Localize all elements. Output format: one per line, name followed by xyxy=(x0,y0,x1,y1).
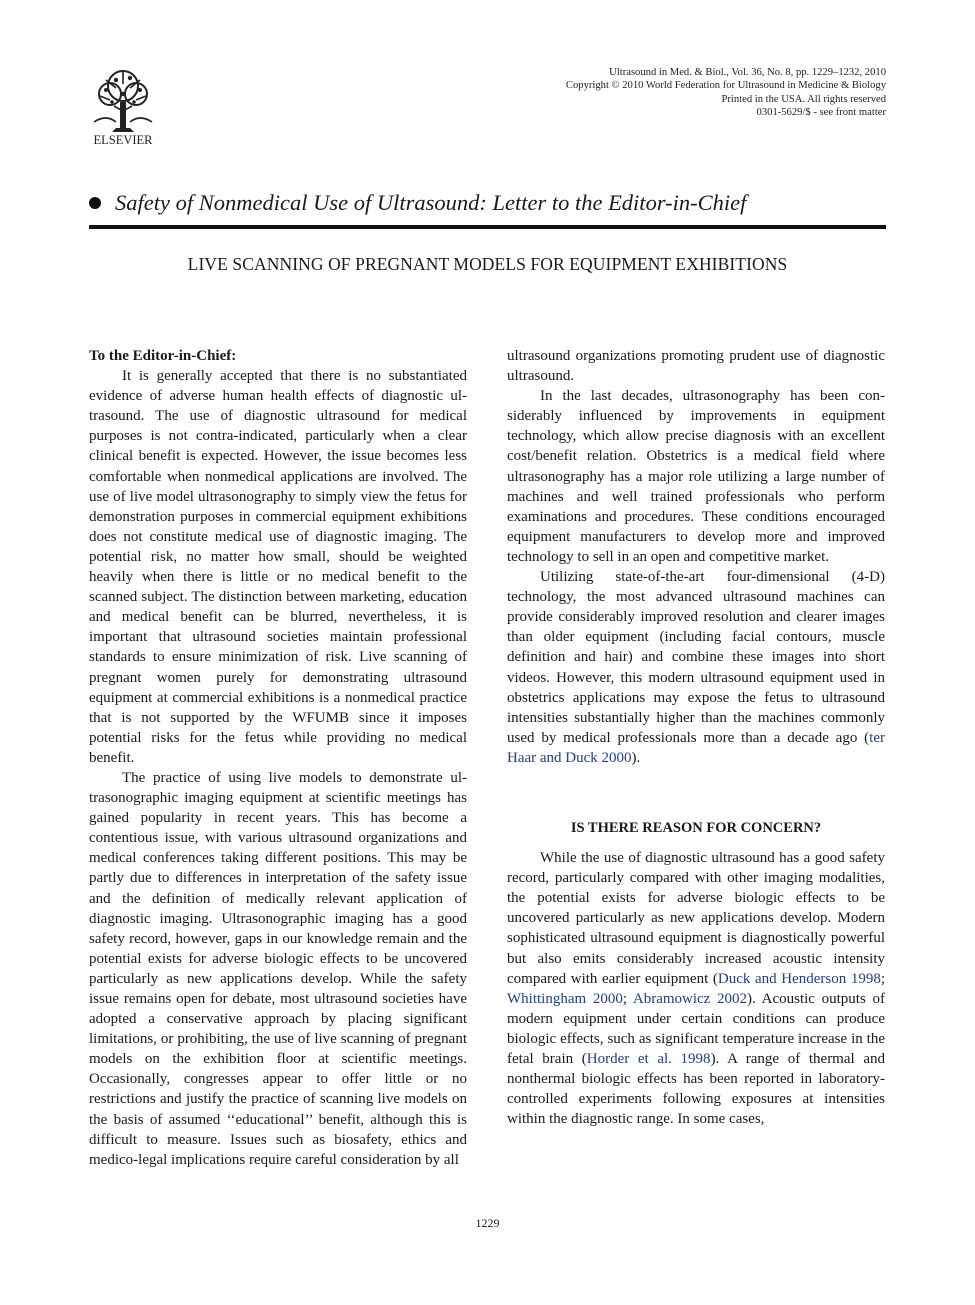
paragraph-text: ; xyxy=(622,990,633,1007)
section-heading: IS THERE REASON FOR CONCERN? xyxy=(570,819,822,836)
journal-line: Ultrasound in Med. & Biol., Vol. 36, No. 8, pp. 1229–1232, 2010 xyxy=(609,67,886,78)
paragraph xyxy=(507,848,885,1129)
paragraph-text: ; xyxy=(880,970,885,987)
header-rule xyxy=(89,225,886,229)
elsevier-logo xyxy=(86,66,160,146)
citation-link[interactable]: Whittingham 2000 xyxy=(507,990,623,1007)
paragraph: ultrasound organizations promoting prudent use of diagnostic ultrasound. xyxy=(507,348,885,385)
paragraph-text: While the use of diagnostic ultrasound has a good safety record, particularly compared with other imaging modalities, the potential exists for adverse biologic effects to be uncovered particularly as new applications develop. Modern sophisticated ultrasound equipment is diagnostically powerful but also emits considerably increased acoustic intensity compared with earlier equipment ( xyxy=(507,850,885,987)
issn-line: 0301-5629/$ - see front matter xyxy=(756,107,886,119)
citation-link[interactable]: Horder et al. 1998 xyxy=(586,1051,711,1067)
citation-link[interactable]: Abramowicz 2002 xyxy=(632,990,748,1007)
logo-wordmark: ELSEVIER xyxy=(93,133,153,146)
series-header xyxy=(89,190,886,216)
paragraph xyxy=(507,567,885,768)
paragraph: It is generally accepted that there is no substantiated evidence of adverse human health effects of diagnostic ultrasound. The use of diagnostic ultrasound for medical purposes is not contra-indicated, particularly when a clear clinical benefit is expected. However, the issue becomes less comfortable when nonmedical applications are involved. The use of live model ultrasonography to simply view the fetus for demonstration purposes in commercial equipment exhibitions does not constitute medical use of diagnostic imaging. The potential risk, no matter how small, should be weighted heavily when there is little or no medical benefit to the scanned subject. The distinction between marketing, education and medical benefit can be blurred, nevertheless, it is important that ultrasound societies maintain professional standards to ensure minimization of risk. Live scanning of pregnant women purely for demonstrating ultrasound equipment at commercial exhibitions is a nonmedical practice that is not supported by the WFUMB since it imposes potential risks for the fetus while providing no medical benefit. xyxy=(89,368,467,766)
paragraph-text: ). xyxy=(631,749,641,766)
bullet-icon xyxy=(89,197,101,209)
copyright-line: Copyright © 2010 World Federation for Ultrasound in Medicine & Biology xyxy=(565,80,886,92)
paragraph: In the last decades, ultrasonography has been considerably influenced by improvements in equipment technology, which allow precise diagnosis with an excellent cost/benefit relation. Obstetrics is a medical field where ultrasonography has a major role utilizing a large number of machines and well trained professionals who perform examinations and procedures. These conditions encouraged equipment manufacturers to develop more and improved technology to sell in an open and competitive market. xyxy=(507,388,885,565)
page-number: 1229 xyxy=(475,1216,500,1230)
article-title: LIVE SCANNING OF PREGNANT MODELS FOR EQUIPMENT EXHIBITIONS xyxy=(187,254,788,274)
paragraph-text: ). A range of thermal and nonthermal biologic effects has been reported in laboratory-controlled experiments following exposures at intensities within the diagnostic range. In some cases, xyxy=(507,1051,885,1128)
citation-link[interactable]: ter Haar and Duck 2000 xyxy=(507,729,885,766)
paragraph-text: Utilizing state-of-the-art four-dimensional (4-D) technology, the most advanced ultrasound machines can provide considerably improved resolution and clearer images than older equipment (including facial contours, muscle definition and hair) and combine these images into short videos. However, this modern ultrasound equipment used in obstetrics applications may expose the fetus to ultrasound intensities substantially higher than the machines commonly used by medical professionals more than a decade ago ( xyxy=(507,569,885,746)
citation-link[interactable]: Duck and Henderson 1998 xyxy=(717,970,881,987)
journal-citation-block xyxy=(566,66,886,120)
tree-emblem-icon xyxy=(94,71,152,132)
printed-line: Printed in the USA. All rights reserved xyxy=(721,93,886,105)
salutation: To the Editor-in-Chief: xyxy=(89,348,237,364)
paragraph: The practice of using live models to demonstrate ultrasonographic imaging equipment at scientific meetings has gained popularity in recent years. This has become a contentious issue, with various ultrasound organizations and medical conferences taking different positions. This may be partly due to differences in interpretation of the safety issue and the definition of medically relevant application of diagnostic imaging. Ultrasonographic imaging has a good safety record, however, gaps in our knowledge remain and the potential exists for adverse biologic effects to be uncovered particularly as new applications develop. While the safety issue remains open for debate, most ultrasound societies have adopted a conservative approach by placing significant limitations, or prohibiting, the use of live scanning of pregnant models on the exhibition floor at scientific meetings. Occasionally, congresses appear to offer little or no restrictions and justify the practice of scanning live models on the basis of assumed ‘‘educational’’ benefit, although this is difficult to measure. Issues such as biosafety, ethics and medico-legal implications require careful consideration by all xyxy=(89,769,467,1168)
right-column xyxy=(507,346,885,1129)
left-column xyxy=(89,346,467,1170)
series-title: Safety of Nonmedical Use of Ultrasound: Letter to the Editor-in-Chief xyxy=(115,190,747,215)
paragraph-text: ). Acoustic outputs of modern equipment under certain conditions can produce biologic effects, such as significant temperature increase in the fetal brain ( xyxy=(507,990,885,1067)
